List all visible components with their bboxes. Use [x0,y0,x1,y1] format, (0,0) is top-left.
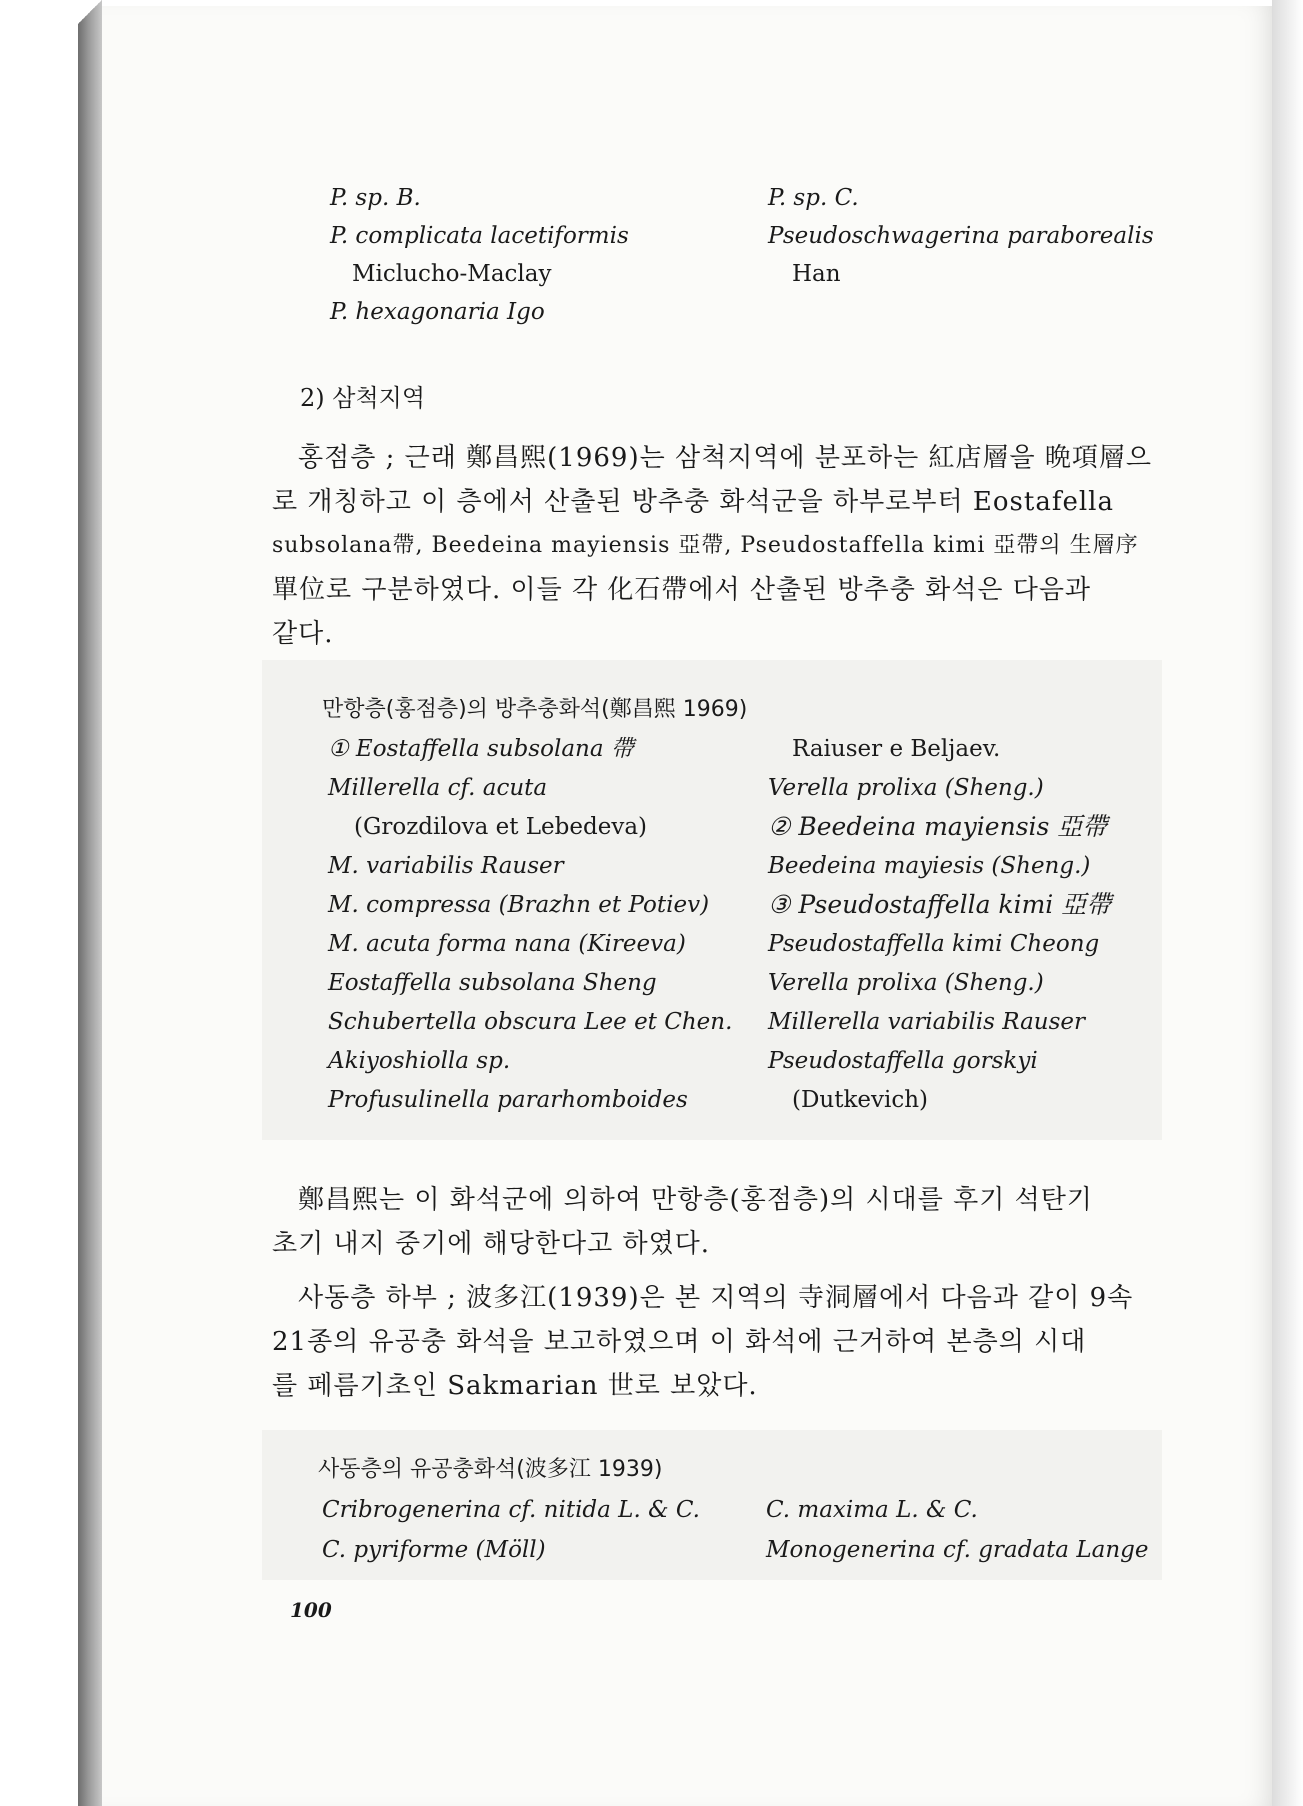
paragraph-line: 홍점층 ; 근래 鄭昌熙(1969)는 삼척지역에 분포하는 紅店層을 晩項層으 [298,443,1153,473]
table-row: Millerella variabilis Rauser [768,1009,1086,1035]
table-row: M. compressa (Brazhn et Potiev) [328,892,710,918]
list-item: P. complicata lacetiformis [330,223,629,249]
paragraph-line: 로 개칭하고 이 층에서 산출된 방추충 화석군을 하부로부터 Eostafella [272,487,1114,517]
list-item: Pseudoschwagerina paraborealis [768,223,1154,249]
list-item: P. sp. C. [768,185,859,211]
table-row: C. maxima L. & C. [766,1497,978,1523]
paragraph-2 [272,1178,1172,1266]
list-item: P. sp. B. [330,185,421,211]
table-row: ② Beedeina mayiensis 亞帶 [768,812,1108,841]
table-row: ① Eostaffella subsolana 帶 [328,736,634,762]
table-row: Monogenerina cf. gradata Lange [766,1537,1149,1563]
paragraph-line: 초기 내지 중기에 해당한다고 하였다. [272,1229,711,1259]
list-item: P. hexagonaria Igo [330,299,545,325]
table-row: Pseudostaffella kimi Cheong [768,931,1100,957]
table-title: 사동층의 유공충화석(波多江 1939) [318,1457,663,1482]
table-row: Eostaffella subsolana Sheng [328,970,657,996]
table-row: Beedeina mayiesis (Sheng.) [768,853,1091,879]
paragraph-1 [272,436,1172,656]
list-item: Han [792,261,841,287]
table-row: Raiuser e Beljaev. [792,736,1001,762]
paragraph-line: subsolana帶, Beedeina mayiensis 亞帶, Pseudostaffella kimi 亞帶의 生層序 [272,533,1139,558]
book-spine-edge [78,0,102,1806]
paragraph-line: 같다. [272,619,334,649]
list-item: Miclucho-Maclay [352,261,552,287]
table-row: Millerella cf. acuta [328,775,548,801]
table-row: C. pyriforme (Möll) [322,1537,546,1563]
table-row: Verella prolixa (Sheng.) [768,775,1044,801]
table-row: ③ Pseudostaffella kimi 亞帶 [768,890,1112,919]
section-heading: 2) 삼척지역 [300,384,425,412]
table-row: (Dutkevich) [792,1087,929,1113]
table-row: Verella prolixa (Sheng.) [768,970,1044,996]
table-row: Pseudostaffella gorskyi [768,1048,1038,1074]
paragraph-line: 를 페름기초인 Sakmarian 世로 보았다. [272,1371,758,1401]
page-number: 100 [290,1598,332,1622]
paragraph-line: 單位로 구분하였다. 이들 각 化石帶에서 산출된 방추충 화석은 다음과 [272,575,1092,605]
table-row: Profusulinella pararhomboides [328,1087,688,1113]
paragraph-line: 鄭昌熙는 이 화석군에 의하여 만항층(홍점층)의 시대를 후기 석탄기 [298,1185,1093,1215]
table-row: M. variabilis Rauser [328,853,564,879]
table-row: M. acuta forma nana (Kireeva) [328,931,686,957]
table-row: Cribrogenerina cf. nitida L. & C. [322,1497,700,1523]
table-title: 만항층(홍점층)의 방추충화석(鄭昌熙 1969) [322,697,748,722]
page-corner [78,0,102,24]
table-row: Akiyoshiolla sp. [328,1048,511,1074]
paragraph-3 [272,1276,1172,1408]
table-row: Schubertella obscura Lee et Chen. [328,1009,733,1035]
paragraph-line: 21종의 유공충 화석을 보고하였으며 이 화석에 근거하여 본층의 시대 [272,1327,1087,1357]
page-shadow [1272,0,1303,1806]
table-row: (Grozdilova et Lebedeva) [354,814,648,840]
paragraph-line: 사동층 하부 ; 波多江(1939)은 본 지역의 寺洞層에서 다음과 같이 9속 [298,1283,1134,1313]
